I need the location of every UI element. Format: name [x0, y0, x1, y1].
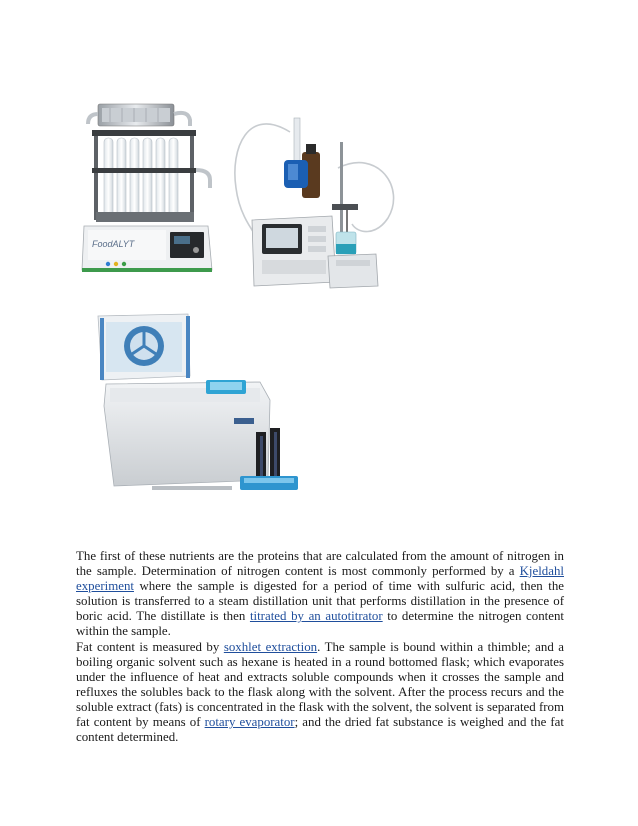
- rotary-evaporator-link[interactable]: rotary evaporator: [204, 715, 295, 730]
- protein-paragraph: [76, 549, 564, 640]
- kjeldahl-experiment-link[interactable]: Kjeldahl experiment: [76, 564, 564, 594]
- kjeldahl-digestion-unit-image: [78, 100, 218, 278]
- titrated-by-an-autotitrator-link[interactable]: titrated by an autotitrator: [249, 609, 383, 624]
- autotitrator-image: [228, 108, 396, 294]
- text-run: ; and the dried fat substance is weighed and the fat content determined.: [76, 715, 564, 745]
- soxhlet-extraction-link[interactable]: soxhlet extraction: [223, 639, 318, 654]
- text-run: where the sample is digested for a period of time with sulfuric acid, then the solution is transferred to a steam distillation unit that performs distillation in the presence of boric acid. The distillate is then: [76, 579, 564, 624]
- foodalyt-logo: FoodALYT: [92, 239, 135, 249]
- text-run: Fat content is measured by: [76, 639, 224, 654]
- text-run: . The sample is bound within a thimble; and a boiling organic solvent such as hexane is heated in a round bottomed flask; which evaporates under the influence of heat and extracts soluble compounds when it crosses the sample and refluxes the solubles back to the flask along with the solvent. After the process recurs and the soluble extract (fats) is concentrated in the flask with the solvent, the solvent is separated from fat content by means of: [76, 639, 564, 730]
- body-text: [76, 549, 564, 745]
- text-run: to determine the nitrogen content within the sample.: [76, 609, 564, 639]
- soxhlet-extraction-unit-image: [92, 310, 302, 502]
- fat-paragraph: [76, 640, 564, 746]
- text-run: The first of these nutrients are the proteins that are calculated from the amount of nitrogen in the sample. Determination of nitrogen content is most commonly performed by a: [76, 549, 564, 579]
